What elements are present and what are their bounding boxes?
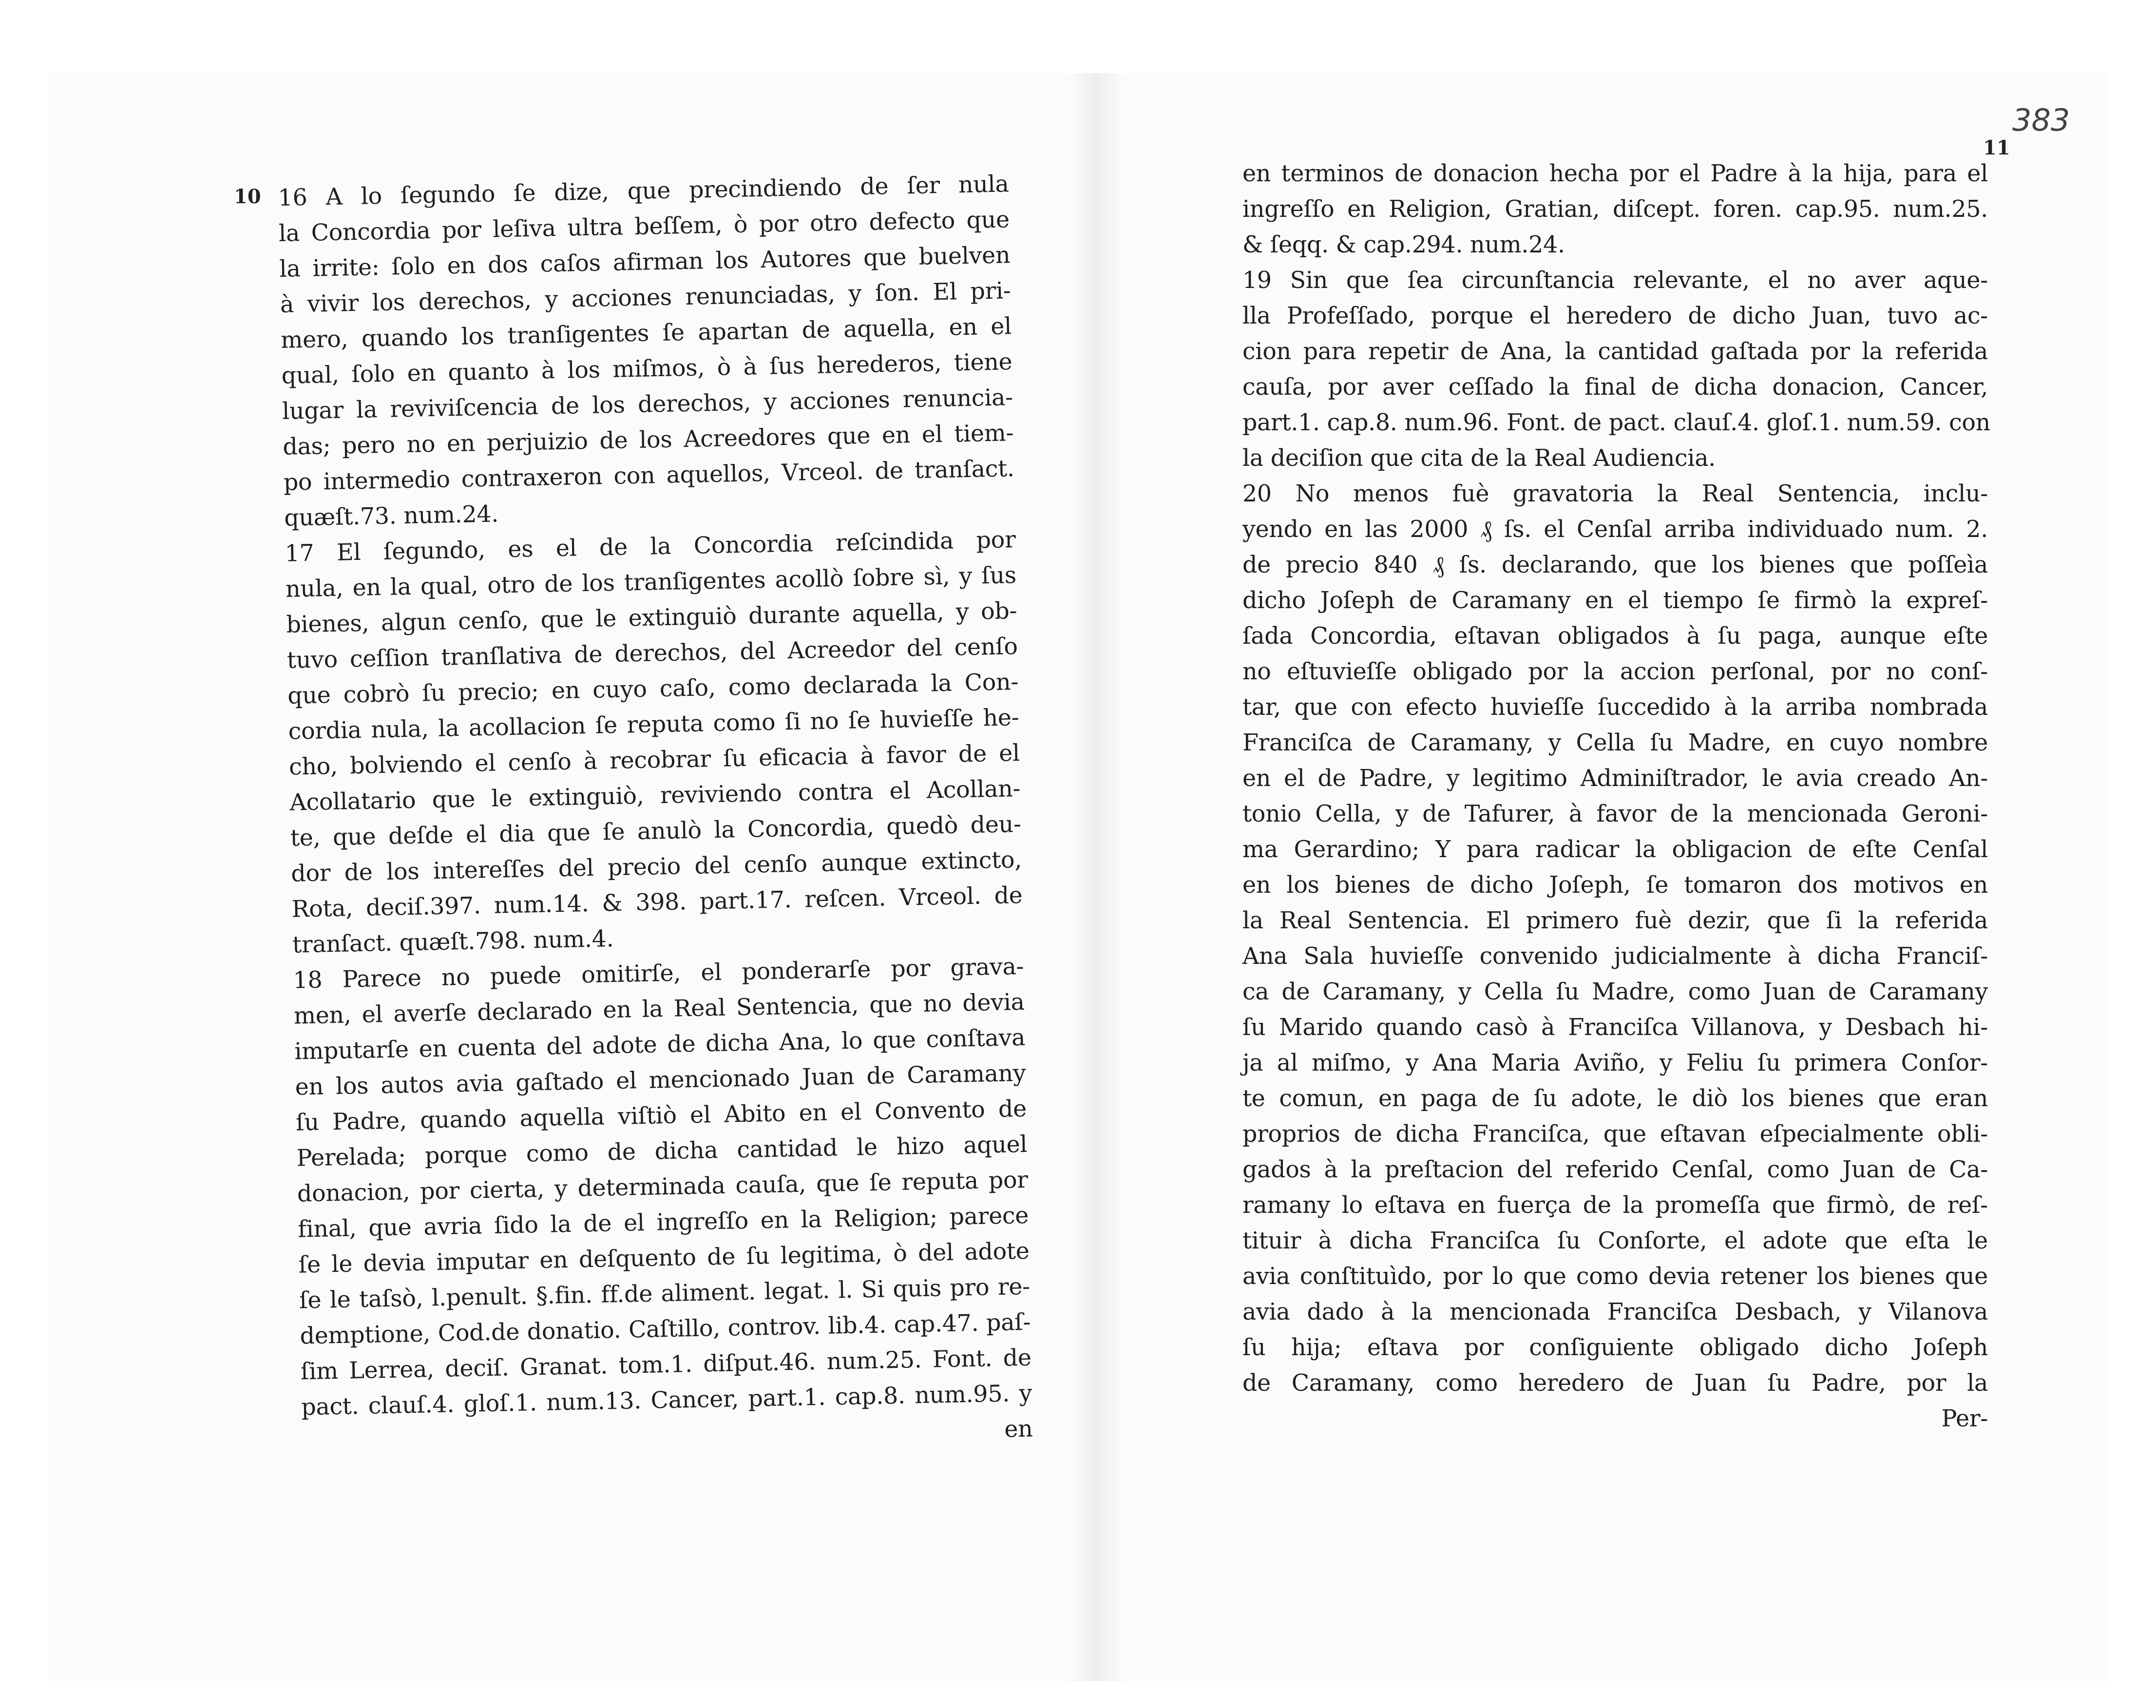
text-line: en los autos avia gaſtado el mencionado Juan de Caramany xyxy=(295,1059,1026,1101)
text-line: donacion, por cierta, y determinada cauſa, que ſe reputa por xyxy=(297,1166,1029,1208)
text-line: que cobrò ſu precio; en cuyo caſo, como declarada la Con- xyxy=(287,669,1019,710)
text-line: en los bienes de dicho Joſeph, ſe tomaron dos motivos en xyxy=(1242,872,1988,899)
text-line: ſu hija; eſtava por conſiguiente obligado dicho Joſeph xyxy=(1242,1334,1988,1361)
text-line: 19 Sin que ſea circunſtancia relevante, el no aver aque- xyxy=(1242,267,1988,294)
text-line: dor de los intereſſes del precio del cenſo aunque extincto, xyxy=(290,846,1022,887)
text-line: 20 No menos fuè gravatoria la Real Sentencia, inclu- xyxy=(1242,480,1988,507)
book-gutter xyxy=(1069,73,1123,1681)
text-line: no eſtuvieſſe obligado por la accion perſonal, por no conſ- xyxy=(1242,658,1988,685)
text-line: avia dado à la mencionada Franciſca Desbach, y Vilanova xyxy=(1242,1299,1988,1325)
text-line: ſim Lerrea, deciſ. Granat. tom.1. diſput.46. num.25. Font. de xyxy=(300,1344,1032,1385)
catchword: en xyxy=(1004,1415,1033,1443)
text-line: cauſa, por aver ceſſado la final de dicha donacion, Cancer, xyxy=(1242,374,1988,401)
text-line: part.1. cap.8. num.96. Font. de pact. clauſ.4. gloſ.1. num.59. con xyxy=(1242,409,1990,436)
text-line: en terminos de donacion hecha por el Padre à la hija, para el xyxy=(1242,160,1988,187)
text-line: Rota, deciſ.397. num.14. & 398. part.17. reſcen. Vrceol. de xyxy=(291,882,1023,923)
left-page xyxy=(49,73,1069,1681)
text-line: tranſact. quæſt.798. num.4. xyxy=(292,925,614,959)
text-line: 17 El ſegundo, es el de la Concordia reſcindida por xyxy=(285,526,1016,567)
text-line: ſada Concordia, eſtavan obligados à ſu paga, aunque eſte xyxy=(1242,623,1988,650)
text-line: cho, bolviendo el cenſo à recobrar ſu eficacia à favor de el xyxy=(288,739,1020,781)
text-line: de precio 840 ₰ ſs. declarando, que los bienes que poſſeìa xyxy=(1242,552,1988,578)
text-line: final, que avria ſido la de el ingreſſo en la Religion; parece xyxy=(297,1202,1029,1243)
text-line: la Real Sentencia. El primero fuè dezir, que ſi la referida xyxy=(1242,907,1988,934)
text-line: en el de Padre, y legitimo Adminiſtrador, le avia creado An- xyxy=(1242,765,1988,792)
text-line: tituir à dicha Franciſca ſu Conſorte, el adote que eſta le xyxy=(1242,1228,1988,1254)
book-spread xyxy=(49,73,2107,1681)
text-line: la Concordia por leſiva ultra beſſem, ò por otro defecto que xyxy=(278,206,1010,247)
text-line: qual, ſolo en quanto à los miſmos, ò à ſus herederos, tiene xyxy=(281,348,1012,389)
text-line: cordia nula, la acollacion ſe reputa como ſi no ſe huvieſſe he- xyxy=(288,704,1019,745)
text-line: proprios de dicha Franciſca, que eſtavan eſpecialmente obli- xyxy=(1242,1121,1988,1148)
text-line: ſu Marido quando casò à Franciſca Villanova, y Desbach hi- xyxy=(1242,1014,1988,1041)
catchword: Per- xyxy=(1941,1405,1988,1432)
text-line: demptione, Cod.de donatio. Caſtillo, controv. lib.4. cap.47. paſ- xyxy=(300,1308,1031,1350)
text-line: ſe le devia imputar en deſquento de ſu legitima, ò del adote xyxy=(298,1237,1030,1279)
text-line: ſe le taſsò, l.penult. §.fin. ff.de aliment. legat. l. Si quis pro re- xyxy=(299,1273,1030,1314)
text-line: à vivir los derechos, y acciones renunciadas, y ſon. El pri- xyxy=(280,277,1011,318)
text-line: po intermedio contraxeron con aquellos, Vrceol. de tranſact. xyxy=(283,455,1015,496)
text-line: Ana Sala huvieſſe convenido judicialmente à dicha Franciſ- xyxy=(1242,943,1988,970)
text-line: imputarſe en cuenta del adote de dicha Ana, lo que conſtava xyxy=(294,1024,1026,1065)
text-line: te, que deſde el dia que ſe anulò la Concordia, quedò deu- xyxy=(290,810,1022,852)
text-line: yendo en las 2000 ₰ ſs. el Cenſal arriba individuado num. 2. xyxy=(1242,516,1988,543)
text-line: avia conſtituìdo, por lo que como devia retener los bienes que xyxy=(1242,1263,1988,1290)
right-page-text xyxy=(1242,156,1988,1437)
left-page-text xyxy=(278,166,1033,1460)
text-line: ma Gerardino; Y para radicar la obligacion de eſte Cenſal xyxy=(1242,836,1988,863)
text-line: cion para repetir de Ana, la cantidad gaſtada por la referida xyxy=(1242,338,1988,365)
text-line: ramany lo eſtava en fuerça de la promeſſa que firmò, de reſ- xyxy=(1242,1192,1988,1219)
text-line: lla Profeſſado, porque el heredero de dicho Juan, tuvo ac- xyxy=(1242,303,1988,329)
text-line: Perelada; porque como de dicha cantidad le hizo aquel xyxy=(296,1131,1028,1172)
text-line: dicho Joſeph de Caramany en el tiempo ſe firmò la expreſ- xyxy=(1242,587,1988,614)
text-line: bienes, algun cenſo, que le extinguiò durante aquella, y ob- xyxy=(286,597,1017,638)
text-line: ca de Caramany, y Cella ſu Madre, como Juan de Caramany xyxy=(1242,979,1988,1005)
page-number-left: 10 xyxy=(234,185,261,208)
text-line: tonio Cella, y de Tafurer, à favor de la mencionada Geroni- xyxy=(1242,801,1988,827)
text-line: la deciſion que cita de la Real Audiencia. xyxy=(1242,445,1716,472)
handwritten-folio-number: 383 xyxy=(2012,102,2070,138)
text-line: la irrite: ſolo en dos caſos afirman los Autores que buelven xyxy=(279,242,1011,283)
text-line: 18 Parece no puede omitirſe, el ponderarſe por grava- xyxy=(293,953,1024,994)
text-line: & ſeqq. & cap.294. num.24. xyxy=(1242,231,1565,258)
text-line: tuvo ceſſion tranſlativa de derechos, del Acreedor del cenſo xyxy=(286,633,1018,674)
text-line: gados à la preſtacion del referido Cenſal, como Juan de Ca- xyxy=(1242,1156,1988,1183)
text-line: tar, que con efecto huvieſſe ſuccedido à la arriba nombrada xyxy=(1242,694,1988,721)
text-line: das; pero no en perjuizio de los Acreedores que en el tiem- xyxy=(282,420,1014,461)
text-line: Franciſca de Caramany, y Cella ſu Madre, en cuyo nombre xyxy=(1242,729,1988,756)
text-line: ja al miſmo, y Ana Maria Aviño, y Feliu ſu primera Conſor- xyxy=(1242,1050,1988,1076)
text-line: te comun, en paga de ſu adote, le diò los bienes que eran xyxy=(1242,1085,1988,1112)
text-line: de Caramany, como heredero de Juan ſu Padre, por la xyxy=(1242,1370,1988,1397)
text-line: men, el averſe declarado en la Real Sentencia, que no devia xyxy=(293,988,1025,1030)
text-line: ſu Padre, quando aquella viſtiò el Abito en el Convento de xyxy=(295,1095,1027,1136)
right-page xyxy=(1123,73,2107,1681)
text-line: 16 A lo ſegundo ſe dize, que precindiendo de ſer nula xyxy=(278,171,1009,211)
text-line: mero, quando los tranſigentes ſe apartan de aquella, en el xyxy=(280,313,1012,354)
text-line: nula, en la qual, otro de los tranſigentes acollò ſobre sì, y ſus xyxy=(285,562,1017,603)
text-line: lugar la reviviſcencia de los derechos, y acciones renuncia- xyxy=(282,384,1013,425)
text-line: pact. clauſ.4. gloſ.1. num.13. Cancer, part.1. cap.8. num.95. y xyxy=(301,1380,1032,1421)
text-line: quæſt.73. num.24. xyxy=(284,500,499,532)
page-number-right: 11 xyxy=(1983,136,2010,159)
text-line: Acollatario que le extinguiò, reviviendo contra el Acollan- xyxy=(289,775,1021,816)
text-line: ingreſſo en Religion, Gratian, diſcept. foren. cap.95. num.25. xyxy=(1242,196,1988,223)
